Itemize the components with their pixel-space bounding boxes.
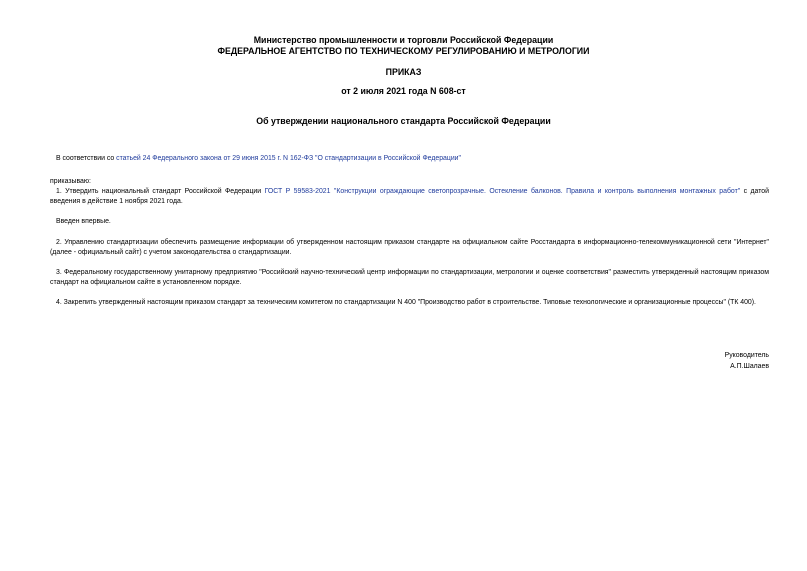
intro-prefix: В соответствии со: [56, 155, 117, 162]
item-1-prefix: 1. Утвердить национальный стандарт Российской Федерации: [56, 188, 265, 195]
gost-standard-link[interactable]: ГОСТ Р 59583-2021 "Конструкции ограждающие светопрозрачные. Остекление балконов. Правила и контроль выполнения монтажных работ": [264, 188, 741, 195]
agency-heading: ФЕДЕРАЛЬНОЕ АГЕНТСТВО ПО ТЕХНИЧЕСКОМУ РЕГУЛИРОВАНИЮ И МЕТРОЛОГИИ: [217, 46, 590, 56]
ministry-heading: Министерство промышленности и торговли Российской Федерации: [253, 35, 554, 45]
signatory-role: Руководитель: [724, 352, 769, 359]
item-3-paragraph: 3. Федеральному государственному унитарному предприятию "Российский научно-технический центр информации по стандартизации, метрологии и оценке соответствия" разместить утвержденный настоящим приказом стандарт на официальном сайте в установленном порядке.: [50, 269, 769, 286]
item-2-paragraph: 2. Управлению стандартизации обеспечить размещение информации об утвержденном настоящим приказом стандарте на официальном сайте Росстандарта в информационно-телекоммуникационной сети "Интернет" (далее - официальный сайт) с учетом законодательства о стандартизации.: [50, 239, 769, 256]
document-type: ПРИКАЗ: [385, 67, 422, 77]
item-1-paragraph: [50, 187, 769, 207]
federal-law-link[interactable]: статьей 24 Федерального закона от 29 июня 2015 г. N 162-ФЗ "О стандартизации в Российской Федерации": [116, 155, 461, 162]
order-word: приказываю:: [50, 178, 91, 185]
order-date-number: от 2 июля 2021 года N 608-ст: [341, 86, 466, 96]
item-1-suffix: с датой введения в действие 1 ноября 2021 года.: [50, 188, 769, 205]
signatory-name: А.П.Шалаев: [730, 363, 769, 370]
intro-paragraph: [50, 154, 769, 164]
introduced-first-note: Введен впервые.: [56, 218, 111, 225]
document-title: Об утверждении национального стандарта Российской Федерации: [256, 116, 551, 126]
item-4-paragraph: 4. Закрепить утвержденный настоящим приказом стандарт за техническим комитетом по стандартизации N 400 "Производство работ в строительстве. Типовые технологические и организационные процессы" (ТК 400).: [56, 299, 756, 306]
